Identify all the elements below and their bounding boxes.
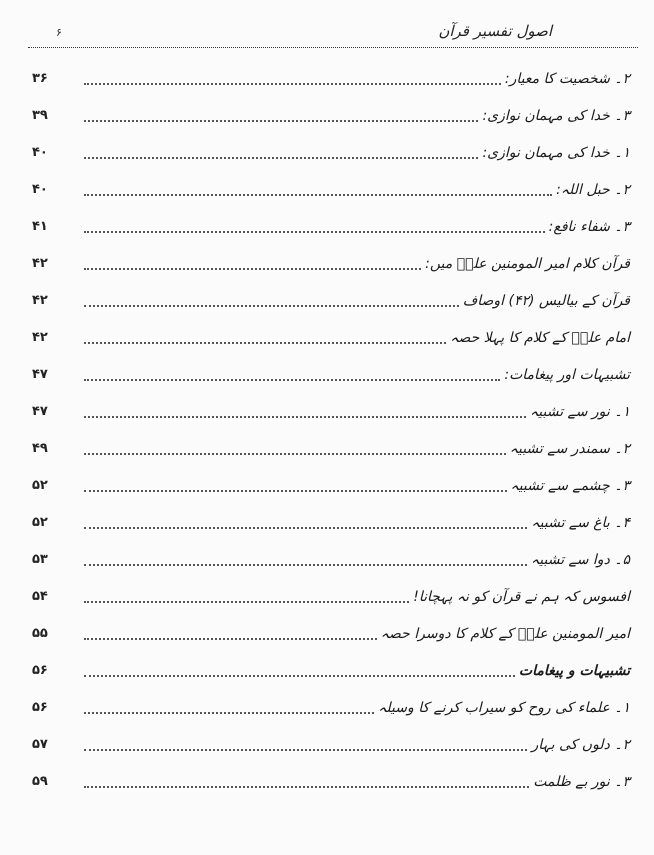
toc-entry	[32, 356, 630, 393]
toc-entry	[32, 763, 630, 800]
toc-entry	[32, 208, 630, 245]
toc-entry	[32, 615, 630, 652]
toc-entry-title: ۲۔ دلوں کی بہار	[531, 736, 630, 753]
toc-entry-page: ۵۷	[32, 737, 48, 752]
dot-leader	[84, 601, 409, 603]
toc-entry-page: ۴۷	[32, 367, 48, 382]
dot-leader	[84, 268, 421, 270]
dot-leader	[84, 379, 500, 381]
toc-entry	[32, 171, 630, 208]
toc-entry-page: ۵۲	[32, 478, 48, 493]
toc-entry-page: ۴۰	[32, 182, 48, 197]
toc-entry-page: ۴۲	[32, 293, 48, 308]
toc-entry	[32, 467, 630, 504]
toc-entry-title: ۱۔ نور سے تشبیہ	[530, 403, 630, 420]
toc-entry-page: ۳۹	[32, 108, 48, 123]
toc-entry-title: ۳۔ نور بے ظلمت	[533, 773, 630, 790]
table-of-contents	[32, 60, 630, 800]
toc-entry-page: ۵۵	[32, 626, 48, 641]
dot-leader	[84, 416, 526, 418]
dot-leader	[84, 490, 507, 492]
toc-entry-page: ۴۲	[32, 330, 48, 345]
toc-entry	[32, 134, 630, 171]
toc-entry-title: تشبیہات اور پیغامات:	[504, 366, 630, 383]
toc-entry-title: ۲۔ حبل اللہ:	[556, 181, 630, 198]
toc-entry-page: ۴۹	[32, 441, 48, 456]
toc-entry-title: افسوس کہ ہم نے قرآن کو نہ پہچانا!	[413, 588, 630, 605]
toc-entry-title: ۳۔ چشمے سے تشبیہ	[510, 477, 630, 494]
dot-leader	[84, 194, 552, 196]
toc-entry-title: قرآن کے بیالیس (۴۲) اوصاف	[462, 292, 630, 309]
toc-entry-title: ۳۔ شفاء نافع:	[548, 218, 630, 235]
toc-entry-page: ۳۶	[32, 71, 48, 86]
toc-entry-title: امام علیؑ کے کلام کا پہلا حصہ	[450, 329, 630, 346]
page-number: ۶	[56, 26, 62, 39]
dot-leader	[84, 786, 529, 788]
dot-leader	[84, 342, 446, 344]
toc-entry-page: ۴۲	[32, 256, 48, 271]
toc-entry-title: قرآن کلام امیر المومنین علیؑ میں:	[425, 255, 630, 272]
toc-entry-title: ۲۔ شخصیت کا معیار:	[504, 70, 630, 87]
toc-entry-page: ۴۱	[32, 219, 48, 234]
dot-leader	[84, 83, 501, 85]
dot-leader	[84, 305, 459, 307]
toc-entry	[32, 689, 630, 726]
dot-leader	[84, 749, 527, 751]
dot-leader	[84, 675, 515, 677]
dot-leader	[84, 157, 478, 159]
toc-entry	[32, 430, 630, 467]
toc-entry-page: ۴۰	[32, 145, 48, 160]
toc-entry	[32, 60, 630, 97]
dot-leader	[84, 564, 527, 566]
toc-entry	[32, 578, 630, 615]
toc-entry	[32, 652, 630, 689]
page-header	[28, 14, 638, 48]
toc-entry-page: ۵۴	[32, 589, 48, 604]
toc-entry	[32, 282, 630, 319]
toc-entry-title: ۱۔ خدا کی مہمان نوازی:	[482, 144, 630, 161]
toc-entry-title: امیر المومنین علیؑ کے کلام کا دوسرا حصہ	[380, 625, 630, 642]
toc-entry	[32, 504, 630, 541]
toc-entry-title: ۳۔ خدا کی مہمان نوازی:	[482, 107, 630, 124]
toc-entry-title: ۱۔ علماء کی روح کو سیراب کرنے کا وسیلہ	[378, 699, 630, 716]
toc-entry-page: ۵۳	[32, 552, 48, 567]
toc-entry	[32, 541, 630, 578]
dot-leader	[84, 712, 374, 714]
dot-leader	[84, 453, 506, 455]
toc-entry-title: ۴۔ باغ سے تشبیہ	[531, 514, 630, 531]
toc-entry	[32, 319, 630, 356]
toc-entry-title: ۲۔ سمندر سے تشبیہ	[509, 440, 630, 457]
toc-entry-title: ۵۔ دوا سے تشبیہ	[531, 551, 630, 568]
dot-leader	[84, 638, 377, 640]
book-title: اصول تفسیر قرآن	[438, 22, 552, 40]
toc-entry	[32, 393, 630, 430]
toc-entry-page: ۵۶	[32, 700, 48, 715]
toc-entry-page: ۵۹	[32, 774, 48, 789]
toc-entry	[32, 726, 630, 763]
toc-entry-page: ۵۶	[32, 663, 48, 678]
dot-leader	[84, 527, 527, 529]
toc-entry-page: ۴۷	[32, 404, 48, 419]
toc-entry	[32, 97, 630, 134]
dot-leader	[84, 120, 478, 122]
header-divider	[28, 47, 638, 48]
toc-entry	[32, 245, 630, 282]
dot-leader	[84, 231, 545, 233]
toc-entry-page: ۵۲	[32, 515, 48, 530]
toc-entry-title: تشبیہات و پیغامات	[518, 662, 630, 679]
